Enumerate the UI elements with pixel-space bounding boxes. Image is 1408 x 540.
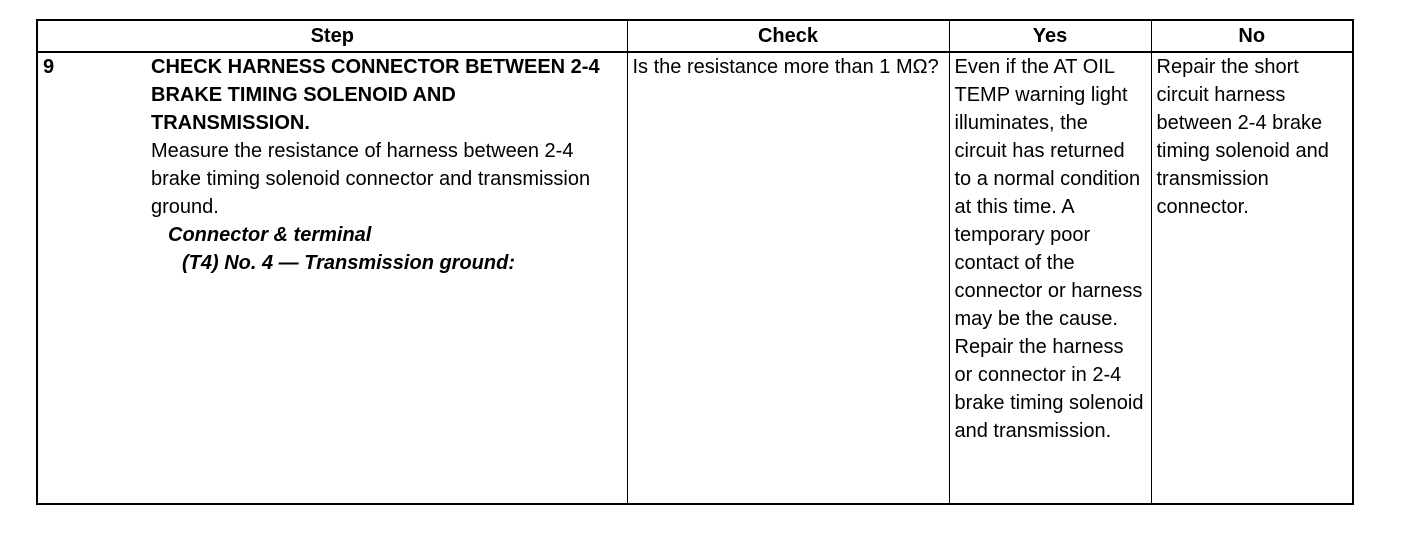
yes-cell bbox=[949, 52, 1151, 504]
no-cell bbox=[1151, 52, 1353, 504]
header-step: Step bbox=[37, 20, 627, 52]
check-text: Is the resistance more than 1 MΩ? bbox=[632, 56, 939, 78]
header-check: Check bbox=[627, 20, 949, 52]
step-cell bbox=[37, 52, 627, 504]
step-body bbox=[151, 53, 622, 277]
header-no: No bbox=[1151, 20, 1353, 52]
step-number: 9 bbox=[43, 56, 55, 78]
connector-terminal-label: Connector & terminal bbox=[168, 224, 372, 246]
header-yes: Yes bbox=[949, 20, 1151, 52]
check-cell bbox=[627, 52, 949, 504]
step-title: CHECK HARNESS CONNECTOR BETWEEN 2-4 BRAKE TIMING SOLENOID AND TRANSMISSION. bbox=[151, 56, 600, 134]
diagnostic-table bbox=[36, 19, 1354, 505]
no-text: Repair the short circuit harness between 2-4 brake timing solenoid and transmission connector. bbox=[1156, 56, 1329, 218]
connector-terminal-value: (T4) No. 4 — Transmission ground: bbox=[182, 252, 515, 274]
yes-text: Even if the AT OIL TEMP warning light illuminates, the circuit has returned to a normal condition at this time. A temporary poor contact of the connector or harness may be the cause. Repair the harness or connector in 2-4 brake timing solenoid and transmission. bbox=[954, 56, 1144, 442]
step-description: Measure the resistance of harness between 2-4 brake timing solenoid connector and transmission ground. bbox=[151, 140, 591, 218]
table-row bbox=[37, 52, 1353, 504]
table-header-row bbox=[37, 20, 1353, 52]
